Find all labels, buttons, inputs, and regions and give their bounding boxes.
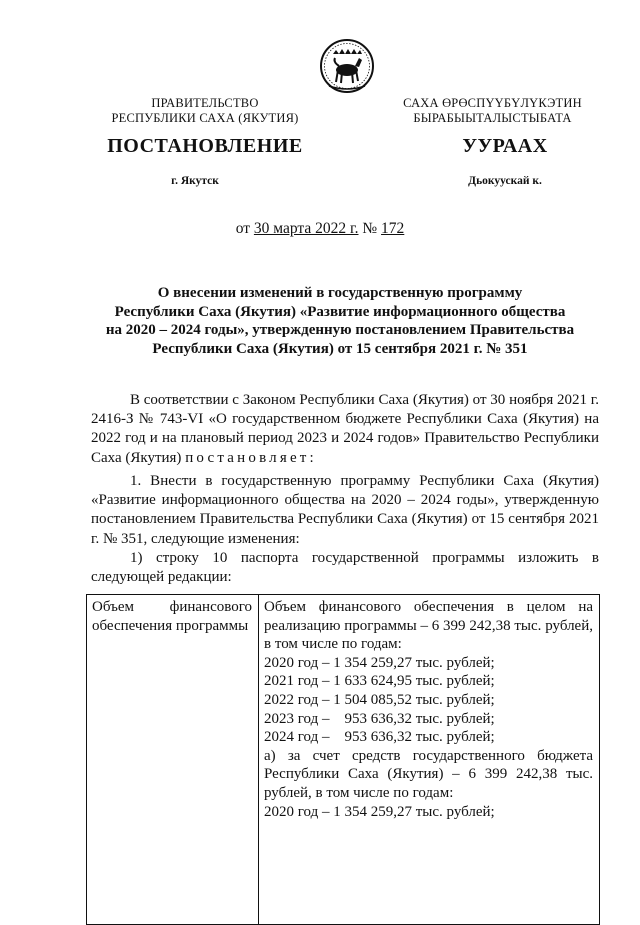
table-cell-content <box>259 595 600 925</box>
budget-intro: а) за счет средств государственного бюджета Республики Саха (Якутия) – 6 399 242,38 тыс. рублей, в том числе по годам: <box>264 747 593 801</box>
document-type-russian: ПОСТАНОВЛЕНИЕ <box>107 135 303 157</box>
clause-1-paragraph: 1. Внести в государственную программу Республики Саха (Якутия) «Развитие информационного общества на 2020 – 2024 годы», утвержденную постановлением Правительства Республики Саха (Якутия) от 15 сентября 2021 г. № 351, следующие изменения: <box>91 473 599 547</box>
document-date: 30 марта 2022 г. <box>253 220 359 237</box>
year-amount: 2020 год – 1 354 259,27 тыс. рублей; <box>264 654 495 671</box>
preamble-paragraph <box>91 391 599 468</box>
government-name-line: БЫРАБЫЫТАЛЫСТЫБАТА <box>413 111 572 125</box>
title-line: Республики Саха (Якутия) от 15 сентября 2021 г. № 351 <box>152 340 528 357</box>
year-amount: 2022 год – 1 504 085,52 тыс. рублей; <box>264 691 495 708</box>
financing-label: Объем финансового обеспечения программы <box>92 599 252 634</box>
preamble-text: В соответствии с Законом Республики Саха (Якутия) от 30 ноября 2021 г. 2416-З № 743-VI «О государственном бюджете Республики Саха (Якутия) на 2022 год и на плановый период 2023 и 2024 годов» Правительство Республики Саха (Якутия) <box>91 392 599 466</box>
document-number: 172 <box>381 220 405 237</box>
year-amount: 2024 год – 953 636,32 тыс. рублей; <box>264 729 495 746</box>
table-row <box>87 595 600 925</box>
date-prefix: от <box>235 220 251 237</box>
table-cell-label <box>87 595 259 925</box>
financing-intro: Объем финансового обеспечения в целом на реализацию программы – 6 399 242,38 тыс. рублей, в том числе по годам: <box>264 599 593 653</box>
title-line: на 2020 – 2024 годы», утвержденную постановлением Правительства <box>105 322 575 338</box>
government-name-russian <box>100 96 310 126</box>
government-name-line: САХА ӨРӨСПҮҮБҮЛҮКЭТИН <box>403 96 582 110</box>
government-name-line: РЕСПУБЛИКИ САХА (ЯКУТИЯ) <box>111 111 299 125</box>
subclause-1-paragraph: 1) строку 10 паспорта государственной программы изложить в следующей редакции: <box>91 550 599 586</box>
year-amount: 2021 год – 1 633 624,95 тыс. рублей; <box>264 673 495 690</box>
coat-of-arms-emblem <box>319 36 375 96</box>
city-yakut: Дьокуускай к. <box>468 175 542 187</box>
government-name-line: ПРАВИТЕЛЬСТВО <box>151 96 259 110</box>
document-date-number <box>0 220 640 238</box>
financing-table <box>86 594 600 925</box>
title-line: О внесении изменений в государственную программу <box>157 285 523 301</box>
resolves-word: постановляет: <box>185 449 317 466</box>
number-sign: № <box>362 220 378 237</box>
document-title <box>90 284 590 358</box>
document-type-yakut: УУРААХ <box>462 135 548 157</box>
government-name-yakut <box>385 96 600 126</box>
city-russian: г. Якутск <box>171 175 219 187</box>
year-amount: 2020 год – 1 354 259,27 тыс. рублей; <box>264 803 495 820</box>
title-line: Республики Саха (Якутия) «Развитие информационного общества <box>114 303 566 320</box>
year-amount: 2023 год – 953 636,32 тыс. рублей; <box>264 710 495 727</box>
